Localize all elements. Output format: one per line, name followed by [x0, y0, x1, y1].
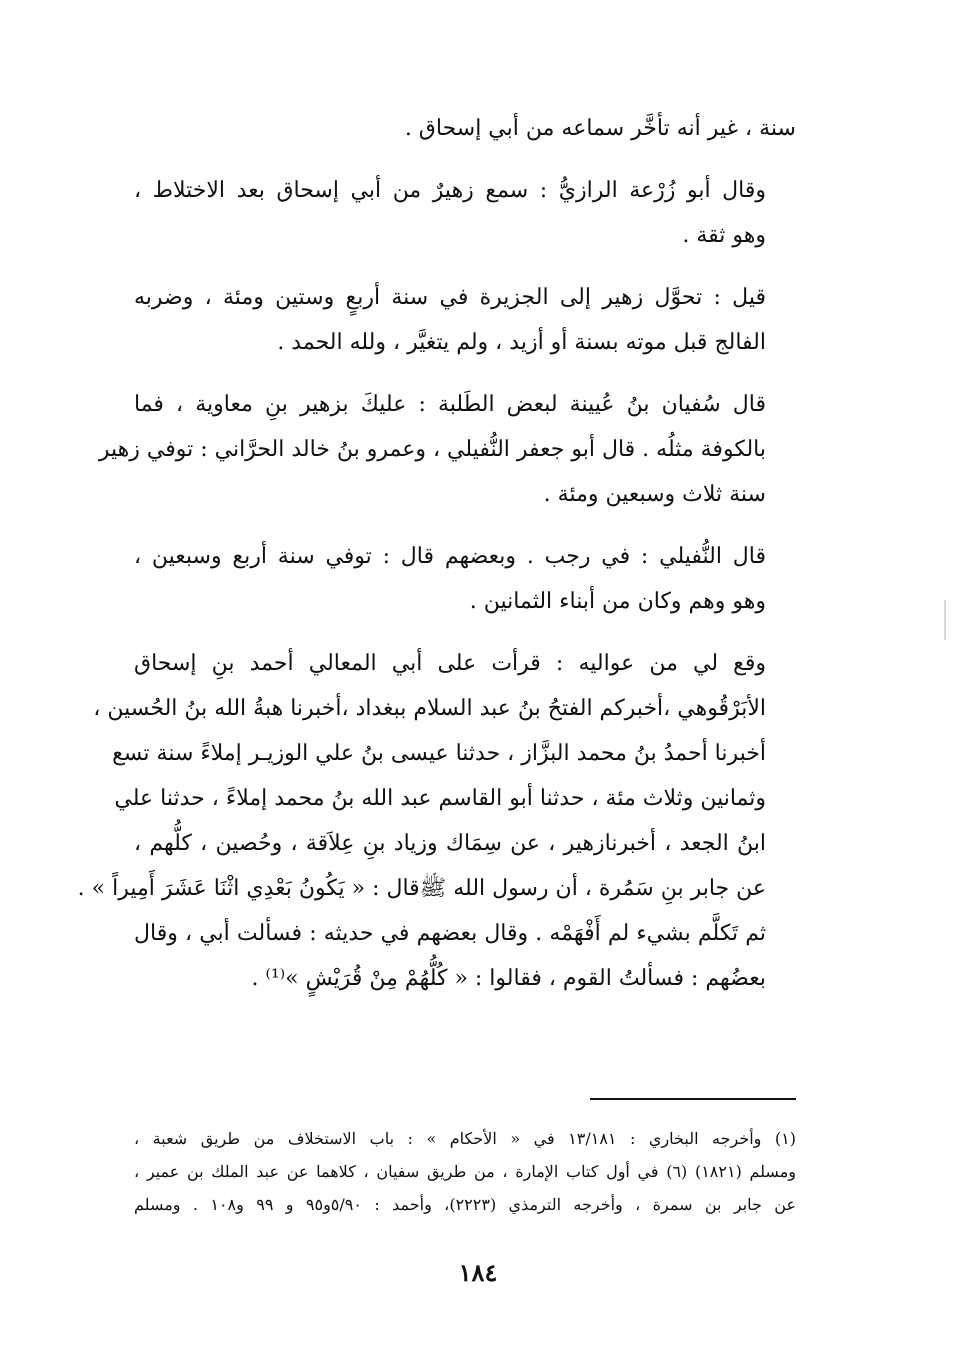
footnote-separator — [590, 1098, 796, 1100]
text-line: أخبرنا أحمدُ بنُ محمد البزَّاز ، حدثنا عيسى بنُ علي الوزيـر إملاءً سنة تسع — [112, 741, 766, 766]
scan-artifact — [944, 600, 946, 640]
text-line: بعضُهم : فسألتُ القوم ، فقالوا : « كُلُّهُمْ مِنْ قُرَيْشٍ »⁽¹⁾ . — [251, 966, 766, 991]
text-line: وثمانين وثلاث مئة ، حدثنا أبو القاسم عبد الله بنُ محمد إملاءً ، حدثنا علي — [114, 786, 766, 811]
paragraph-3 — [134, 275, 796, 365]
text-line: وقع لي من عواليه : قرأت على أبي المعالي أحمد بنِ إسحاق — [134, 651, 766, 676]
paragraph-1 — [134, 106, 796, 151]
footnote-line: ومسلم (١٨٢١) (٦) في أول كتاب الإمارة ، من طريق سفيان ، كلاهما عن عبد الملك بن عمير ، — [134, 1162, 797, 1181]
text-line: عن جابر بنِ سَمُرة ، أن رسول الله ﷺقال : « يَكُونُ بَعْدِي اثْنَا عَشَرَ أَمِيراً » . — [77, 876, 766, 901]
text-line: ثم تَكلَّم بشيء لم أَفْهَمْه . وقال بعضهم في حديثه : فسألت أبي ، وقال — [134, 921, 766, 946]
text-line: بالكوفة مثلُه . قال أبو جعفر النُّفيلي ، وعمرو بنُ خالد الحرَّاني : توفي زهير — [98, 437, 766, 462]
paragraph-6 — [77, 641, 796, 1001]
paragraph-2 — [134, 168, 796, 258]
footnotes — [134, 1122, 796, 1221]
text-line: قال سُفيان بنُ عُيينة لبعض الطَلبة : عليكَ بزهير بنِ معاوية ، فما — [134, 392, 766, 417]
text-line: الفالج قبل موته بسنة أو أزيد ، ولم يتغيَّر ، ولله الحمد . — [277, 330, 766, 355]
footnote-line: عن جابر بن سمرة ، وأخرجه الترمذي (٢٢٢٣)، وأحمد : ٥/٩٠و٩٥ و ٩٩ و١٠٨ . ومسلم — [134, 1195, 797, 1214]
text-line: وقال أبو زُرْعة الرازيُّ : سمع زهيرٌ من أبي إسحاق بعد الاختلاط ، — [134, 178, 766, 203]
text-line: ابنُ الجعد ، أخبرنازهير ، عن سِمَاك وزياد بنِ عِلاَقة ، وحُصين ، كلُّهم ، — [134, 831, 766, 856]
text-line: وهو وهم وكان من أبناء الثمانين . — [469, 589, 766, 614]
text-line: قيل : تحوَّل زهير إلى الجزيرة في سنة أربعٍ وستين ومئة ، وضربه — [134, 285, 766, 310]
text-line: وهو ثقة . — [682, 223, 766, 248]
text-line: سنة ، غير أنه تأخَّر سماعه من أبي إسحاق . — [404, 116, 796, 141]
text-line: الأبَرْقُوهي ،أخبركم الفتحُ بنُ عبد السلام ببغداد ،أخبرنا هبةُ الله بنُ الحُسين ، — [93, 696, 766, 721]
paragraph-4 — [98, 382, 796, 517]
main-text — [77, 106, 796, 1018]
text-line: سنة ثلاث وسبعين ومئة . — [543, 482, 766, 507]
text-line: قال النُّفيلي : في رجب . وبعضهم قال : توفي سنة أربع وسبعين ، — [134, 544, 766, 569]
page-number: ١٨٤ — [458, 1258, 498, 1287]
footnote-line: (١) وأخرجه البخاري : ١٣/١٨١ في « الأحكام » : باب الاستخلاف من طريق شعبة ، — [134, 1129, 797, 1148]
paragraph-5 — [134, 534, 796, 624]
